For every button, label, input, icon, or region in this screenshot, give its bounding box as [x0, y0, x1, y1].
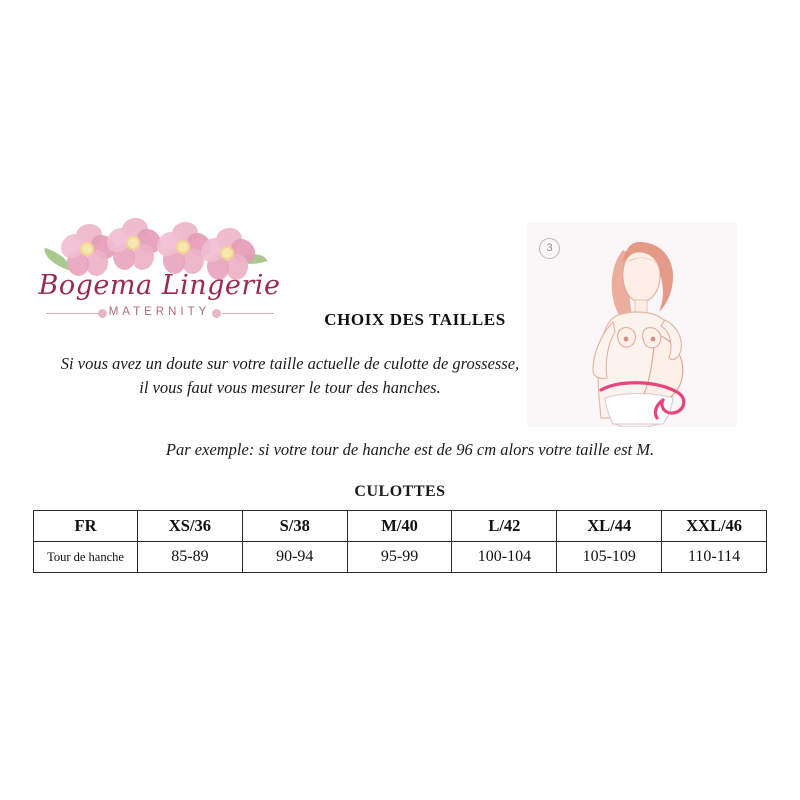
brand-name: Bogema Lingerie: [38, 270, 281, 301]
table-header-cell: XL/44: [557, 511, 662, 542]
table-cell: 105-109: [557, 542, 662, 573]
table-header-cell: XS/36: [138, 511, 243, 542]
flower-icon: [108, 218, 162, 272]
table-cell: 110-114: [662, 542, 767, 573]
table-header-cell: FR: [34, 511, 138, 542]
table-cell: 85-89: [138, 542, 243, 573]
table-header-cell: S/38: [242, 511, 347, 542]
step-badge: 3: [539, 238, 560, 259]
intro-text: Si vous avez un doute sur votre taille actuelle de culotte de grossesse, il vous faut vous mesurer le tour des hanches.: [60, 354, 520, 397]
table-cell: 90-94: [242, 542, 347, 573]
brand-tagline: MATERNITY: [108, 306, 211, 318]
example-text: Par exemple: si votre tour de hanche est de 96 cm alors votre taille est M.: [165, 440, 655, 459]
table-cell: 100-104: [452, 542, 557, 573]
measurement-illustration: [527, 222, 737, 427]
table-title: CULOTTES: [354, 483, 446, 500]
table-cell: 95-99: [347, 542, 452, 573]
table-row-label: Tour de hanche: [34, 542, 138, 573]
table-header-row: [34, 511, 767, 542]
table-header-cell: L/42: [452, 511, 557, 542]
size-table: [33, 510, 767, 573]
table-row: [34, 542, 767, 573]
table-header-cell: M/40: [347, 511, 452, 542]
page-title: CHOIX DES TAILLES: [324, 310, 506, 329]
brand-logo: [32, 218, 287, 330]
table-header-cell: XXL/46: [662, 511, 767, 542]
